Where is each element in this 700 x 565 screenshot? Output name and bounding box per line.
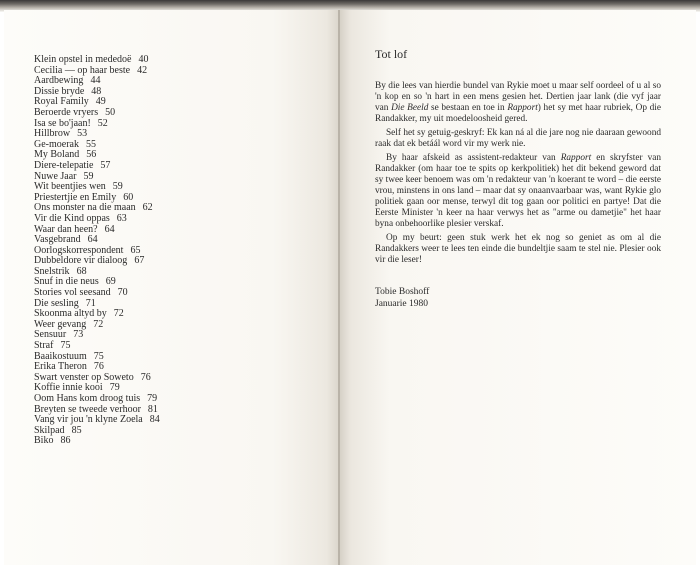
toc-page-number: 81 bbox=[147, 403, 158, 415]
toc-title: Vir die Kind oppas bbox=[34, 212, 110, 224]
signature-name: Tobie Boshoff bbox=[375, 287, 430, 297]
toc-page-number: 72 bbox=[113, 308, 124, 320]
toc-page-number: 70 bbox=[117, 287, 128, 299]
toc-title: Koffie innie kooi bbox=[34, 382, 103, 394]
toc-page-number: 84 bbox=[149, 414, 160, 426]
toc-title: Klein opstel in mededoë bbox=[34, 54, 132, 65]
toc-title: Weer gevang bbox=[34, 318, 87, 330]
toc-title: Erika Theron bbox=[34, 361, 87, 373]
toc-title: Snuf in die neus bbox=[34, 276, 99, 288]
toc-page-number: 75 bbox=[60, 340, 71, 352]
toc-page-number: 67 bbox=[134, 255, 145, 267]
toc-page-number: 76 bbox=[93, 361, 104, 373]
toc-title: Cecilia — op haar beste bbox=[34, 64, 131, 76]
toc-title: Skilpad bbox=[34, 424, 65, 436]
toc-page-number: 42 bbox=[137, 64, 148, 76]
toc-title: Baaikostuum bbox=[34, 350, 87, 362]
toc-page-number: 64 bbox=[104, 223, 115, 235]
toc-title: Royal Family bbox=[34, 96, 89, 108]
toc-title: Oom Hans kom droog tuis bbox=[34, 393, 141, 404]
toc-title: Ons monster na die maan bbox=[34, 202, 136, 214]
paragraph-intro: By die lees van hierdie bundel van Rykie moet u maar self oordeel of u al so 'n kop en so 'n hart in een mens gesien het. Dertien jaar lank (die vyf jaar van Die Beeld se bestaan en toe in Rapport) het sy met haar rubriek, Op die Randakker, my uit moedeloosheid gered. bbox=[375, 81, 661, 124]
toc-page-number: 76 bbox=[140, 371, 151, 383]
toc-page-number: 50 bbox=[105, 106, 116, 118]
table-of-contents bbox=[34, 55, 160, 447]
toc-page-number: 62 bbox=[142, 202, 153, 214]
toc-page-number: 56 bbox=[86, 149, 97, 161]
page-heading: Tot lof bbox=[375, 47, 408, 61]
toc-entry bbox=[34, 436, 160, 447]
toc-page-number: 79 bbox=[109, 382, 120, 394]
toc-page-number: 79 bbox=[147, 393, 158, 404]
toc-title: Waar dan heen? bbox=[34, 223, 98, 235]
toc-title: Sensuur bbox=[34, 329, 67, 341]
toc-page-number: 57 bbox=[100, 159, 111, 171]
toc-title: Snelstrik bbox=[34, 265, 70, 277]
toc-title: Beroerde vryers bbox=[34, 106, 99, 118]
toc-page-number: 72 bbox=[93, 318, 104, 330]
toc-page-number: 40 bbox=[138, 54, 149, 65]
toc-page-number: 52 bbox=[97, 117, 108, 129]
toc-page-number: 85 bbox=[71, 424, 82, 436]
toc-page-number: 59 bbox=[112, 181, 123, 193]
toc-title: Nuwe Jaar bbox=[34, 170, 77, 182]
toc-title: Stories vol seesand bbox=[34, 287, 111, 299]
toc-page-number: 48 bbox=[91, 85, 102, 97]
toc-title: Biko bbox=[34, 435, 54, 447]
toc-page-number: 71 bbox=[85, 297, 96, 309]
paragraph-quote: Self het sy getuig-geskryf: Ek kan ná al die jare nog nie daaraan gewoond raak dat ek betáál word vir my werk nie. bbox=[375, 128, 661, 149]
toc-title: Dissie bryde bbox=[34, 85, 85, 97]
toc-page-number: 69 bbox=[105, 276, 116, 288]
toc-title: Dubbeldore vir dialoog bbox=[34, 255, 128, 267]
toc-title: Vasgebrand bbox=[34, 234, 81, 246]
toc-title: My Boland bbox=[34, 149, 80, 161]
toc-page-number: 59 bbox=[83, 170, 94, 182]
toc-page-number: 55 bbox=[85, 138, 96, 150]
signature-block bbox=[375, 286, 429, 310]
toc-title: Aardbewing bbox=[34, 75, 84, 87]
toc-page-number: 73 bbox=[73, 329, 84, 341]
toc-page-number: 63 bbox=[116, 212, 127, 224]
toc-page-number: 68 bbox=[76, 265, 87, 277]
paragraph-farewell: By haar afskeid as assistent-redakteur van Rapport en skryfster van Randakker (om haar toe te spits op kerkpolitiek) het dit bekend geword dat sy twee keer benoem was om 'n redakteur van 'n koerant te word – die eerste vrou, minstens in ons land – maar dat sy onaanvaarbaar was, want Rykie glo politiek gaan oor mense, terwyl dit tog gaan oor politici en partye! Dat die Eerste Minister 'n keer na haar verwys het as "arme ou dametjie" het haar byna onbehoorlike plesier verskaf. bbox=[375, 153, 662, 229]
left-page bbox=[4, 10, 340, 565]
toc-title: Skoonma altyd by bbox=[34, 308, 107, 320]
toc-title: Oorlogskorrespondent bbox=[34, 244, 124, 256]
toc-page-number: 53 bbox=[77, 128, 88, 140]
toc-page-number: 49 bbox=[95, 96, 106, 108]
toc-title: Hillbrow bbox=[34, 128, 71, 140]
toc-page-number: 86 bbox=[60, 435, 71, 447]
toc-title: Vang vir jou 'n klyne Zoela bbox=[34, 414, 143, 426]
toc-page-number: 75 bbox=[93, 350, 104, 362]
toc-title: Diere-telepatie bbox=[34, 159, 94, 171]
toc-title: Wit beentjies wen bbox=[34, 181, 106, 193]
toc-title: Isa se bo'jaan! bbox=[34, 117, 91, 129]
toc-title: Die sesling bbox=[34, 297, 79, 309]
toc-page-number: 65 bbox=[130, 244, 141, 256]
toc-page-number: 64 bbox=[87, 234, 98, 246]
toc-title: Breyten se tweede verhoor bbox=[34, 403, 141, 415]
toc-title: Ge-moerak bbox=[34, 138, 79, 150]
toc-page-number: 60 bbox=[123, 191, 134, 203]
toc-title: Priestertjie en Emily bbox=[34, 191, 117, 203]
paragraph-closing: Op my beurt: geen stuk werk het ek nog so geniet as om al die Randakkers weer te lees ten einde die bundeltjie saam te stel nie. Plesier ook vir die leser! bbox=[375, 233, 661, 265]
signature-date: Januarie 1980 bbox=[375, 299, 429, 309]
toc-title: Swart venster op Soweto bbox=[34, 371, 134, 383]
toc-title: Straf bbox=[34, 340, 54, 352]
foreword-text bbox=[375, 81, 661, 269]
toc-page-number: 44 bbox=[90, 75, 101, 87]
